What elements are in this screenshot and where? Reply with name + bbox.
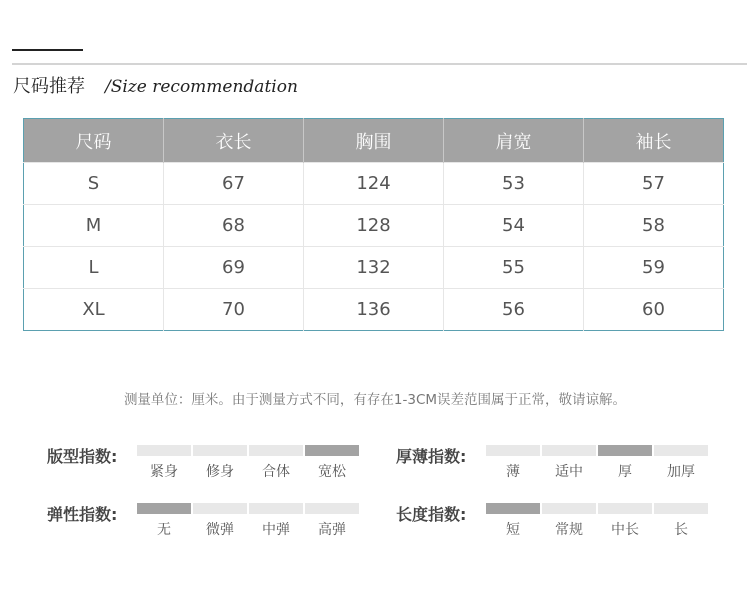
scale-option-label: 短: [506, 522, 520, 538]
table-cell: 68: [164, 205, 304, 247]
scale-option: [137, 503, 191, 539]
scale-option-label: 厚: [618, 464, 632, 480]
index-label: 弹性指数:: [47, 505, 118, 524]
table-cell: 53: [444, 163, 584, 205]
header-cell: 尺码: [24, 119, 164, 163]
scale-option-label: 加厚: [667, 464, 695, 480]
table-cell: M: [24, 205, 164, 247]
table-cell: 70: [164, 289, 304, 331]
index-scale: [137, 445, 361, 481]
scale-option-label: 微弹: [206, 522, 234, 538]
scale-option-label: 无: [157, 522, 171, 538]
scale-bar: [486, 503, 540, 514]
table-cell: 57: [584, 163, 724, 205]
scale-option-label: 薄: [506, 464, 520, 480]
scale-bar: [305, 445, 359, 456]
index-fit: [47, 438, 367, 488]
table-cell: 59: [584, 247, 724, 289]
header-cell: 胸围: [304, 119, 444, 163]
scale-option-label: 修身: [206, 464, 234, 480]
table-cell: 55: [444, 247, 584, 289]
table-cell: 128: [304, 205, 444, 247]
scale-option-label: 长: [674, 522, 688, 538]
measurement-note: 测量单位：厘米。由于测量方式不同，有存在1-3CM误差范围属于正常，敬请谅解。: [123, 392, 627, 408]
table-cell: 60: [584, 289, 724, 331]
heading-title-cn: 尺码推荐: [13, 76, 85, 97]
scale-bar: [654, 445, 708, 456]
scale-bar: [542, 445, 596, 456]
scale-option: [598, 445, 652, 481]
scale-option-label: 中弹: [262, 522, 290, 538]
size-table: [23, 118, 724, 331]
index-label: 厚薄指数:: [396, 447, 467, 466]
table-header-row: [24, 119, 724, 163]
scale-bar: [137, 503, 191, 514]
scale-option: [654, 445, 708, 481]
table-cell: XL: [24, 289, 164, 331]
scale-option-label: 中长: [611, 522, 639, 538]
scale-option: [305, 445, 359, 481]
scale-option-label: 宽松: [318, 464, 346, 480]
scale-option-label: 适中: [555, 464, 583, 480]
scale-bar: [137, 445, 191, 456]
index-label: 长度指数:: [396, 505, 467, 524]
scale-bar: [193, 445, 247, 456]
heading-divider: [12, 63, 747, 65]
scale-option: [193, 445, 247, 481]
scale-option: [654, 503, 708, 539]
scale-option-label: 常规: [555, 522, 583, 538]
table-cell: 54: [444, 205, 584, 247]
index-label: 版型指数:: [47, 447, 118, 466]
header-cell: 衣长: [164, 119, 304, 163]
scale-bar: [193, 503, 247, 514]
table-row: [24, 247, 724, 289]
index-scale: [486, 445, 710, 481]
scale-option: [249, 445, 303, 481]
scale-bar: [598, 445, 652, 456]
scale-bar: [598, 503, 652, 514]
scale-option-label: 高弹: [318, 522, 346, 538]
header-cell: 袖长: [584, 119, 724, 163]
table-cell: 132: [304, 247, 444, 289]
scale-option: [193, 503, 247, 539]
index-scale: [137, 503, 361, 539]
scale-option: [486, 503, 540, 539]
scale-option: [542, 445, 596, 481]
scale-option: [305, 503, 359, 539]
scale-option: [137, 445, 191, 481]
table-cell: S: [24, 163, 164, 205]
scale-option: [249, 503, 303, 539]
scale-bar: [542, 503, 596, 514]
index-length: [396, 496, 726, 546]
table-cell: 124: [304, 163, 444, 205]
scale-option: [542, 503, 596, 539]
table-row: [24, 163, 724, 205]
table-cell: 136: [304, 289, 444, 331]
scale-option-label: 合体: [262, 464, 290, 480]
table-cell: 67: [164, 163, 304, 205]
scale-bar: [249, 445, 303, 456]
scale-bar: [486, 445, 540, 456]
index-thickness: [396, 438, 726, 488]
scale-bar: [305, 503, 359, 514]
header-cell: 肩宽: [444, 119, 584, 163]
scale-bar: [654, 503, 708, 514]
scale-bar: [249, 503, 303, 514]
scale-option: [598, 503, 652, 539]
scale-option-label: 紧身: [150, 464, 178, 480]
section-heading: [13, 72, 298, 98]
scale-option: [486, 445, 540, 481]
heading-title-en: /Size recommendation: [105, 77, 298, 97]
index-elasticity: [47, 496, 367, 546]
table-cell: L: [24, 247, 164, 289]
table-cell: 69: [164, 247, 304, 289]
table-cell: 58: [584, 205, 724, 247]
table-cell: 56: [444, 289, 584, 331]
table-row: [24, 289, 724, 331]
index-scale: [486, 503, 710, 539]
table-row: [24, 205, 724, 247]
heading-accent-line: [12, 49, 83, 51]
